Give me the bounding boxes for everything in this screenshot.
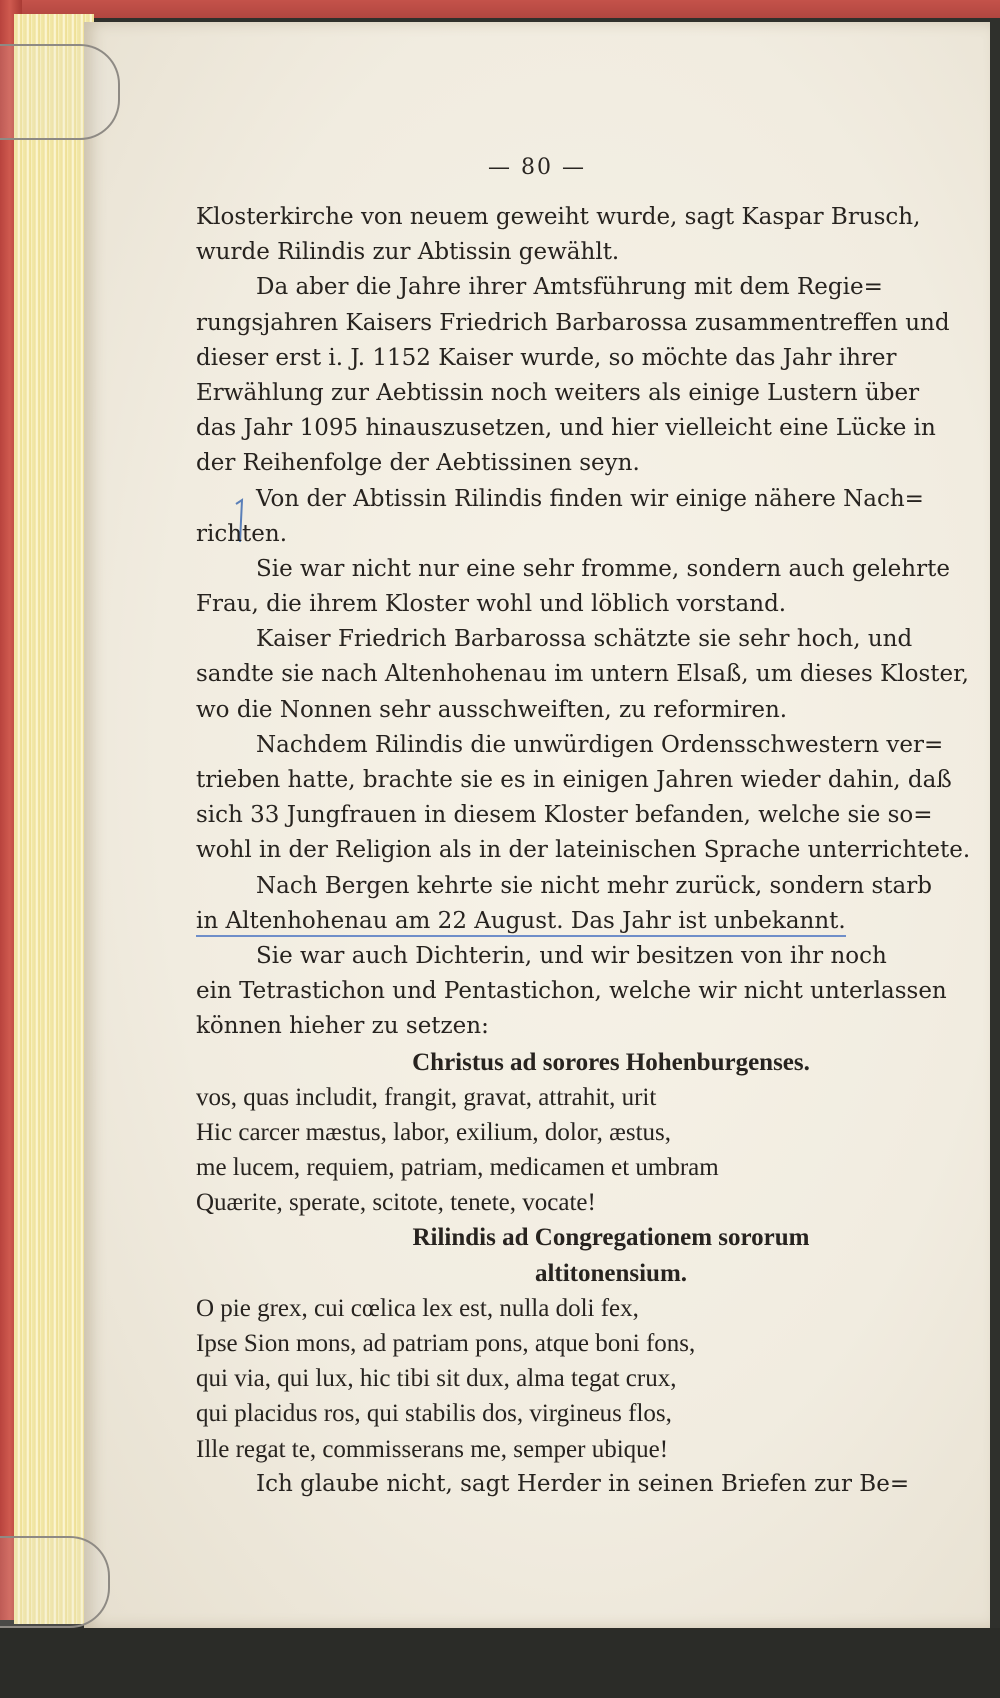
poem-line-text: Ille regat te, commisserans me, semper ubique! bbox=[196, 1435, 669, 1463]
text-line bbox=[196, 622, 1000, 657]
text-line bbox=[196, 200, 1000, 235]
text-line-content: ein Tetrastichon und Pentastichon, welche wir nicht unterlassen bbox=[196, 978, 947, 1005]
page-clip-bottom bbox=[0, 1536, 110, 1628]
text-line bbox=[196, 1467, 1000, 1502]
text-line-content: Erwählung zur Aebtissin noch weiters als einige Lustern über bbox=[196, 379, 920, 406]
page-clip-top bbox=[0, 44, 120, 140]
text-line-content: Da aber die Jahre ihrer Amtsführung mit dem Regie= bbox=[256, 274, 883, 301]
text-line-content: wo die Nonnen sehr ausschweiften, zu reformiren. bbox=[196, 696, 788, 723]
poem-heading bbox=[196, 1045, 1000, 1080]
poem-line-text: vos, quas includit, frangit, gravat, attrahit, urit bbox=[196, 1083, 657, 1111]
poem-line bbox=[196, 1291, 1000, 1326]
text-line-content: Sie war auch Dichterin, und wir besitzen von ihr noch bbox=[256, 942, 887, 969]
poem-line bbox=[196, 1150, 1000, 1185]
body-text bbox=[196, 200, 1000, 1502]
scan-background bbox=[0, 1628, 1000, 1698]
text-line bbox=[196, 482, 1000, 517]
text-line-content: können hieher zu setzen: bbox=[196, 1013, 489, 1040]
text-line bbox=[196, 587, 1000, 622]
text-line-content: das Jahr 1095 hinauszusetzen, und hier vielleicht eine Lücke in bbox=[196, 415, 936, 442]
poem-line bbox=[196, 1080, 1000, 1115]
underlined-text-line: in Altenhohenau am 22 August. Das Jahr ist unbekannt. bbox=[196, 908, 846, 937]
text-line-content: Nach Bergen kehrte sie nicht mehr zurück, sondern starb bbox=[256, 872, 932, 899]
text-line-content: der Reihenfolge der Aebtissinen seyn. bbox=[196, 450, 640, 477]
poem-heading-text: Rilindis ad Congregationem sororum bbox=[412, 1224, 810, 1252]
text-line bbox=[196, 1009, 1000, 1044]
poem-line bbox=[196, 1326, 1000, 1361]
poem-heading-text: Christus ad sorores Hohenburgenses. bbox=[412, 1048, 810, 1076]
poem-line-text: me lucem, requiem, patriam, medicamen et umbram bbox=[196, 1154, 719, 1182]
text-line bbox=[196, 939, 1000, 974]
text-line bbox=[196, 869, 1000, 904]
text-line bbox=[196, 270, 1000, 305]
text-line bbox=[196, 306, 1000, 341]
text-line bbox=[196, 517, 1000, 552]
poem-heading-text: altitonensium. bbox=[534, 1259, 688, 1287]
text-line bbox=[196, 446, 1000, 481]
text-line bbox=[196, 693, 1000, 728]
book-cover-top bbox=[0, 0, 1000, 18]
poem-line-text: O pie grex, cui cœlica lex est, nulla doli fex, bbox=[196, 1294, 639, 1322]
text-line bbox=[196, 552, 1000, 587]
text-line-content: Von der Abtissin Rilindis finden wir einige nähere Nach= bbox=[256, 485, 924, 512]
text-line-content: wohl in der Religion als in der lateinischen Sprache unterrichtete. bbox=[196, 837, 971, 864]
text-line-content: rungsjahren Kaisers Friedrich Barbarossa zusammentreffen und bbox=[196, 309, 950, 336]
poem-heading bbox=[196, 1220, 1000, 1255]
text-line-content: Sie war nicht nur eine sehr fromme, sondern auch gelehrte bbox=[256, 555, 950, 582]
poem-line-text: Hic carcer mæstus, labor, exilium, dolor, æstus, bbox=[196, 1118, 671, 1146]
poem-heading bbox=[196, 1256, 1000, 1291]
poem-line bbox=[196, 1432, 1000, 1467]
text-line-content: trieben hatte, brachte sie es in einigen Jahren wieder dahin, daß bbox=[196, 767, 952, 793]
book-page bbox=[84, 22, 990, 1628]
text-line bbox=[196, 798, 1000, 833]
poem-line bbox=[196, 1396, 1000, 1431]
poem-line bbox=[196, 1185, 1000, 1220]
text-line bbox=[196, 904, 1000, 939]
text-line-content: Nachdem Rilindis die unwürdigen Ordensschwestern ver= bbox=[256, 731, 944, 758]
text-line bbox=[196, 763, 1000, 798]
text-line-content: dieser erst i. J. 1152 Kaiser wurde, so möchte das Jahr ihrer bbox=[196, 344, 897, 371]
text-line-content: Klosterkirche von neuem geweiht wurde, sagt Kaspar Brusch, bbox=[196, 204, 921, 230]
poem-line bbox=[196, 1361, 1000, 1396]
text-line-content: Frau, die ihrem Kloster wohl und löblich vorstand. bbox=[196, 591, 787, 618]
text-line-content: sandte sie nach Altenhohenau im untern Elsaß, um dieses Kloster, bbox=[196, 661, 969, 688]
text-line bbox=[196, 657, 1000, 692]
text-line-content: Ich glaube nicht, sagt Herder in seinen Briefen zur Be= bbox=[256, 1470, 910, 1497]
text-line-content: wurde Rilindis zur Abtissin gewählt. bbox=[196, 239, 620, 266]
poem-line-text: qui placidus ros, qui stabilis dos, virgineus flos, bbox=[196, 1400, 672, 1428]
poem-line bbox=[196, 1115, 1000, 1150]
text-line-content: Kaiser Friedrich Barbarossa schätzte sie sehr hoch, und bbox=[256, 626, 913, 653]
text-line-content: sich 33 Jungfrauen in diesem Kloster befanden, welche sie so= bbox=[196, 802, 933, 829]
poem-line-text: qui via, qui lux, hic tibi sit dux, alma tegat crux, bbox=[196, 1365, 677, 1393]
text-line bbox=[196, 728, 1000, 763]
poem-line-text: Quærite, sperate, scitote, tenete, vocate! bbox=[196, 1189, 596, 1217]
poem-line-text: Ipse Sion mons, ad patriam pons, atque boni fons, bbox=[196, 1330, 696, 1357]
text-line bbox=[196, 411, 1000, 446]
text-line bbox=[196, 833, 1000, 868]
page-edges bbox=[14, 14, 94, 1624]
text-line bbox=[196, 235, 1000, 270]
text-line bbox=[196, 376, 1000, 411]
page-number: — 80 — bbox=[488, 155, 586, 180]
text-line-content: richten. bbox=[196, 520, 288, 547]
text-line bbox=[196, 341, 1000, 376]
text-line bbox=[196, 974, 1000, 1009]
